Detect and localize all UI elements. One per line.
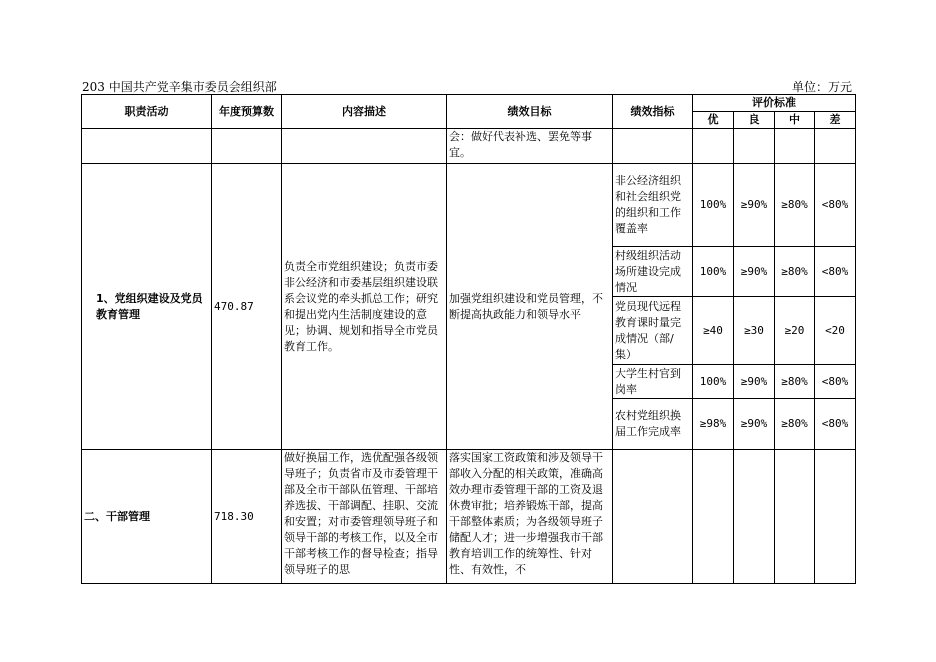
standard-good: ≥90% [734, 365, 775, 399]
standard-medium: ≥80% [775, 399, 815, 450]
standard-excellent: ≥98% [693, 399, 734, 450]
goal-cell: 加强党组织建设和党员管理，不断提高执政能力和领导水平 [447, 164, 613, 450]
unit-label: 单位：万元 [791, 80, 852, 94]
goal-cell: 会：做好代表补选、罢免等事宜。 [447, 129, 613, 164]
col-header-excellent: 优 [693, 112, 734, 129]
standard-medium: ≥80% [775, 247, 815, 297]
table-row [82, 129, 856, 164]
indicator-name: 非公经济组织和社会组织党的组织和工作覆盖率 [613, 164, 693, 247]
col-header-indicator: 绩效指标 [613, 95, 693, 129]
col-header-activity: 职责活动 [82, 95, 212, 129]
description-cell: 负责全市党组织建设；负责市委非公经济和市委基层组织建设联系会议党的牵头抓总工作；研究和提出党内生活制度建设的意见；协调、规划和指导全市党员教育工作。 [282, 164, 447, 450]
indicator-name: 农村党组织换届工作完成率 [613, 399, 693, 450]
col-header-goal: 绩效目标 [447, 95, 613, 129]
standard-medium: ≥20 [775, 297, 815, 365]
activity-cell: 二、干部管理 [82, 450, 212, 584]
goal-cell: 落实国家工资政策和涉及领导干部收入分配的相关政策，准确高效办理市委管理干部的工资及退休费审批；培养锻炼干部，提高干部整体素质；为各级领导班子储配人才；进一步增强我市干部教育培训工作的统筹性、针对性、有效性，不 [447, 450, 613, 584]
indicator-name: 党员现代远程教育课时量完成情况（部/集） [613, 297, 693, 365]
col-header-budget: 年度预算数 [212, 95, 282, 129]
standard-poor: <80% [815, 164, 856, 247]
standard-poor: <20 [815, 297, 856, 365]
standard-good: ≥90% [734, 399, 775, 450]
col-header-standard: 评价标准 [693, 95, 856, 112]
table-row [82, 164, 856, 247]
standard-excellent: 100% [693, 365, 734, 399]
col-header-good: 良 [734, 112, 775, 129]
indicator-name: 大学生村官到岗率 [613, 365, 693, 399]
standard-excellent: 100% [693, 247, 734, 297]
standard-poor: <80% [815, 365, 856, 399]
col-header-description: 内容描述 [282, 95, 447, 129]
standard-good: ≥90% [734, 164, 775, 247]
description-cell: 做好换届工作，选优配强各级领导班子；负责省市及市委管理干部及全市干部队伍管理、干部培养选拔、干部调配、挂职、交流和安置；对市委管理领导班子和领导干部的考核工作，以及全市干部考核工作的督导检查；指导领导班子的思 [282, 450, 447, 584]
col-header-poor: 差 [815, 112, 856, 129]
col-header-medium: 中 [775, 112, 815, 129]
standard-poor: <80% [815, 247, 856, 297]
table-caption [82, 79, 852, 95]
indicator-name: 村级组织活动场所建设完成情况 [613, 247, 693, 297]
table-row [82, 450, 856, 584]
standard-poor: <80% [815, 399, 856, 450]
standard-excellent: ≥40 [693, 297, 734, 365]
standard-medium: ≥80% [775, 164, 815, 247]
budget-cell: 470.87 [212, 164, 282, 450]
budget-cell: 718.30 [212, 450, 282, 584]
performance-budget-table [81, 94, 856, 584]
activity-cell: 1、党组织建设及党员教育管理 [82, 164, 212, 450]
standard-medium: ≥80% [775, 365, 815, 399]
standard-excellent: 100% [693, 164, 734, 247]
standard-good: ≥30 [734, 297, 775, 365]
standard-good: ≥90% [734, 247, 775, 297]
department-title: 203 中国共产党辛集市委员会组织部 [82, 80, 277, 94]
